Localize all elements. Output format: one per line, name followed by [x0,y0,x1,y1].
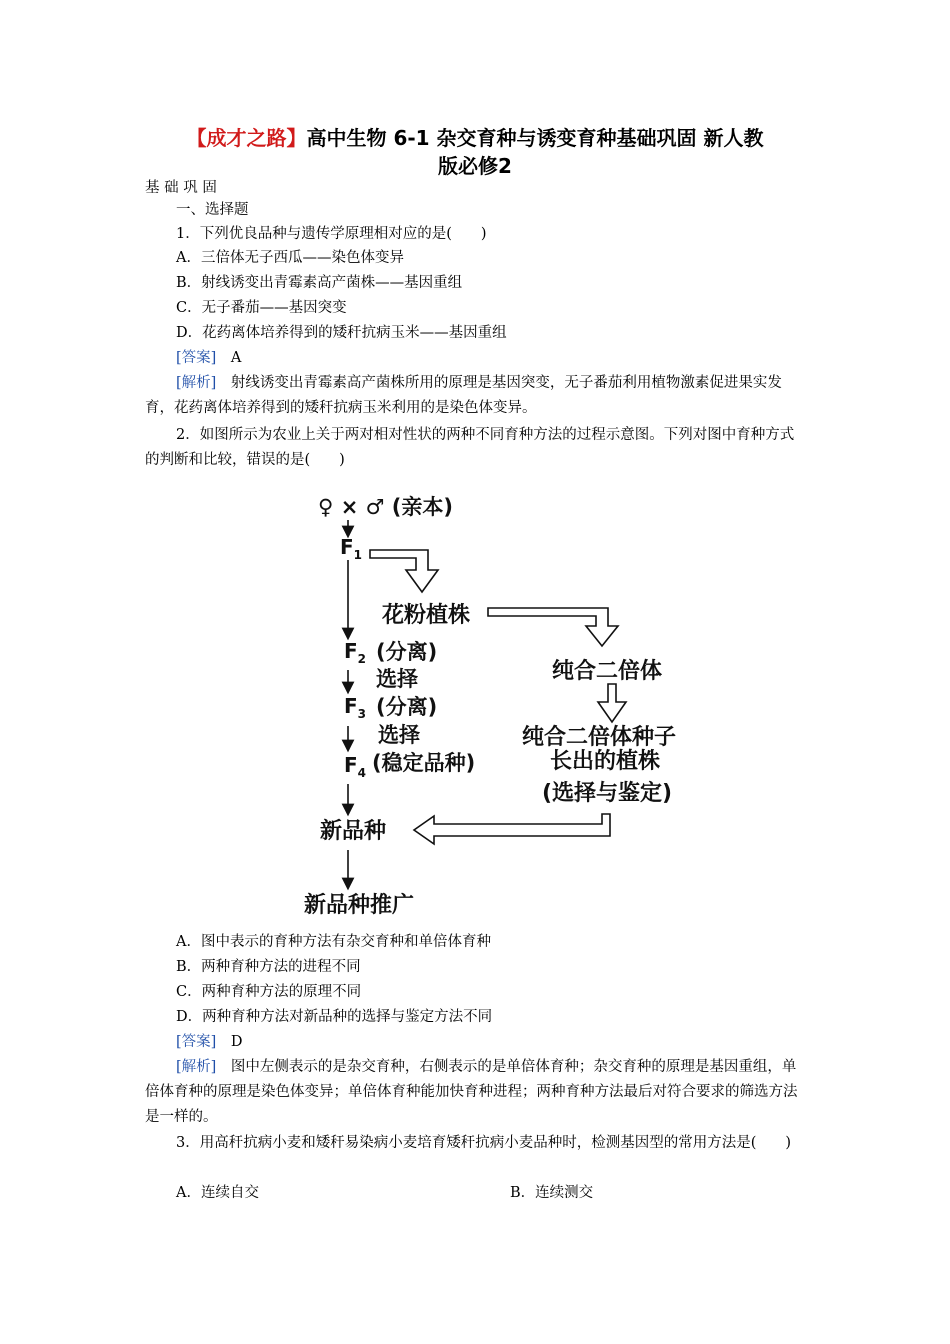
q2-answer [176,1032,242,1052]
title-line1: 高中生物 6-1 杂交育种与诱变育种基础巩固 新人教 [306,126,764,150]
q1-answer [176,348,241,368]
title-line2: 版必修2 [438,154,512,178]
seedling-label-2: 长出的植株 [550,749,661,774]
q2-option-a: A．图中表示的育种方法有杂交育种和单倍体育种 [176,934,491,950]
q2-option-d: D．两种育种方法对新品种的选择与鉴定方法不同 [176,1009,493,1025]
q2-stem: 2．如图所示为农业上关于两对相对性状的两种不同育种方法的过程示意图。下列对图中育种方式的判断和比较，错误的是( ) [145,427,795,468]
hollow-arrow-pollen-diploid [488,608,618,646]
q2-answer-tag: [答案] [176,1034,217,1050]
q1-analysis [145,371,805,421]
section-heading: 基 础 巩 固 [145,180,217,196]
q2-analysis [145,1055,805,1130]
page-title [145,124,805,180]
q1-option-b: B．射线诱变出青霉素高产菌株——基因重组 [176,275,463,291]
diploid-label: 纯合二倍体 [552,659,663,684]
breeding-diagram [300,488,720,928]
pollen-plant-label: 花粉植株 [382,603,471,628]
hollow-arrow-diploid-seedling [598,684,626,722]
new-variety-label: 新品种 [320,819,387,844]
q2-option-c: C．两种育种方法的原理不同 [176,984,362,1000]
q2-analysis-tag: [解析] [176,1059,217,1075]
separation-label-2: (分离) [376,695,438,719]
separation-label-1: (分离) [376,640,438,664]
part-heading: 一、选择题 [176,202,249,218]
promotion-label: 新品种推广 [304,893,415,918]
identify-label: (选择与鉴定) [542,781,673,806]
q1-stem: 1．下列优良品种与遗传学原理相对应的是( ) [176,226,487,242]
title-prefix: 【成才之路】 [186,126,307,150]
hollow-arrow-f1-pollen [370,550,438,592]
q3-option-b: B．连续测交 [510,1185,594,1201]
q2-option-b: B．两种育种方法的进程不同 [176,959,361,975]
hollow-arrow-identify-new [414,814,610,844]
stable-variety-label: (稳定品种) [372,751,476,775]
f4-label: $F_4$ [344,753,367,780]
q1-option-d: D．花药离体培养得到的矮秆抗病玉米——基因重组 [176,325,507,341]
f3-label: $F_3$ [344,694,367,721]
select-label-2: 选择 [378,723,420,747]
q1-option-c: C．无子番茄——基因突变 [176,300,347,316]
q3-option-a: A．连续自交 [176,1185,259,1201]
q1-analysis-tag: [解析] [176,375,217,391]
f2-label: $F_2$ [344,639,367,666]
f1-label: $F_1$ [340,535,363,562]
q1-answer-value: A [230,350,242,366]
q2-answer-value: D [230,1034,243,1050]
q2-analysis-text: 图中左侧表示的是杂交育种，右侧表示的是单倍体育种；杂交育种的原理是基因重组，单倍体育种的原理是染色体变异；单倍体育种能加快育种进程；两种育种方法最后对符合要求的筛选方法是一样的。 [145,1059,798,1125]
q1-analysis-text: 射线诱变出青霉素高产菌株所用的原理是基因突变，无子番茄利用植物激素促进果实发育，花药离体培养得到的矮秆抗病玉米利用的是染色体变异。 [145,375,782,416]
parents-label: ♀ × ♂ (亲本) [318,495,453,519]
q3-stem: 3．用高秆抗病小麦和矮秆易染病小麦培育矮秆抗病小麦品种时，检测基因型的常用方法是( ) [176,1135,792,1151]
q1-option-a: A．三倍体无子西瓜——染色体变异 [176,250,404,266]
q1-answer-tag: [答案] [176,350,217,366]
seedling-label-1: 纯合二倍体种子 [522,725,677,750]
select-label-1: 选择 [376,667,418,691]
